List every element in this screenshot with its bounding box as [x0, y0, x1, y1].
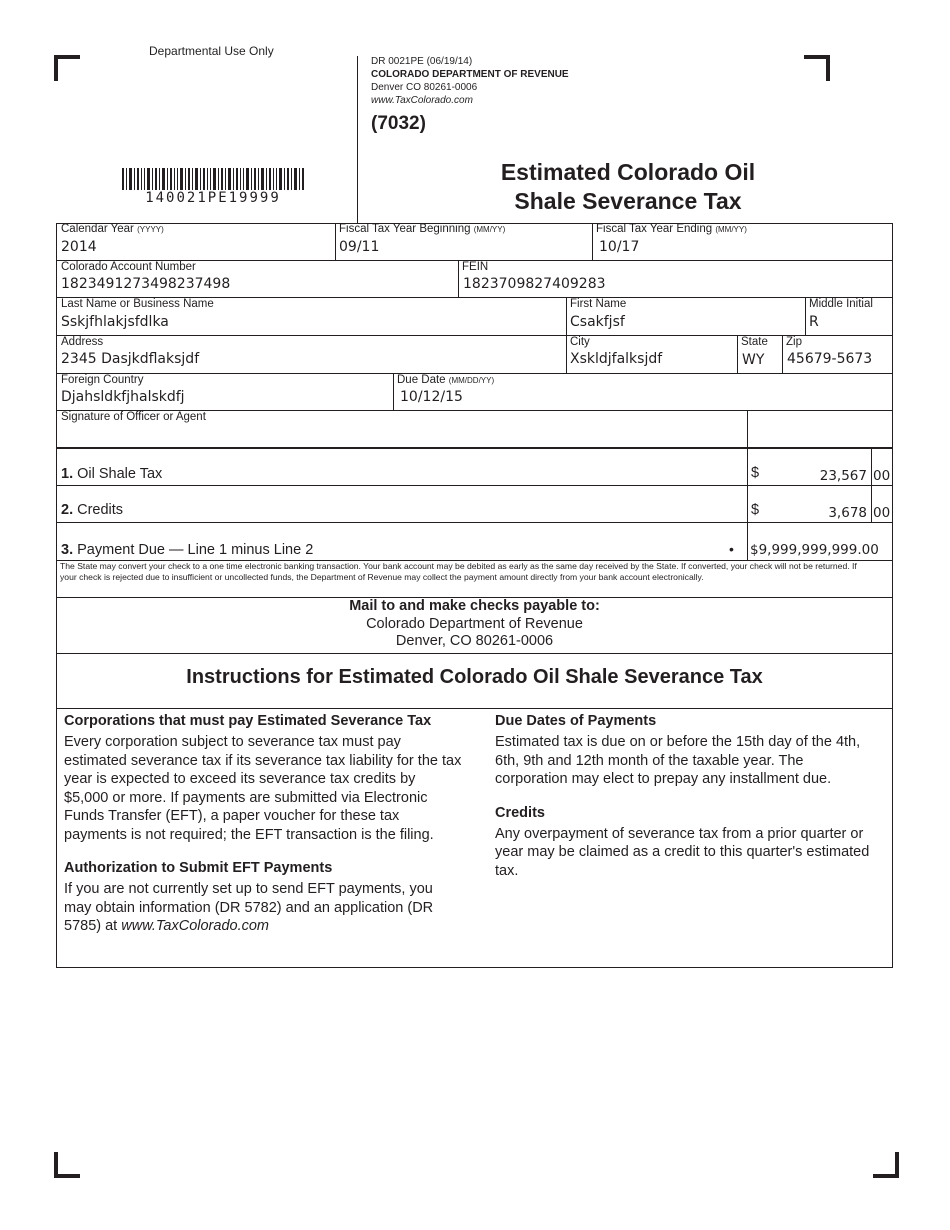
form-title [468, 158, 788, 216]
corporations-text: Every corporation subject to severance tax must pay estimated severance tax if its severance tax liability for the tax year is expected to exceed its severance tax credits by $5,000 or more. If payments are submitted via Electronic Funds Transfer (EFT), a paper voucher for these tax payments is not required; the EFT transaction is the filing. [64, 734, 462, 843]
country-field[interactable]: Djahsldkfjhalskdfj [61, 389, 185, 405]
rule [566, 335, 567, 373]
corner-mark-bottom-right [873, 1152, 899, 1178]
rule [805, 297, 806, 335]
website-link[interactable]: www.TaxColorado.com [121, 918, 269, 934]
account-label: Colorado Account Number [61, 261, 196, 273]
fein-field[interactable]: 1823709827409283 [463, 276, 606, 292]
fein-label: FEIN [462, 261, 489, 273]
mail-section [56, 598, 893, 651]
line2-cents-field[interactable]: 00 [873, 505, 891, 521]
last-name-field[interactable]: Sskjfhlakjsfdlka [61, 314, 169, 330]
fiscal-end-field[interactable]: 10/17 [599, 239, 640, 255]
line3-label: 3. Payment Due — Line 1 minus Line 2 [61, 542, 314, 558]
signature-label: Signature of Officer or Agent [61, 411, 206, 423]
corner-mark-bottom-left [54, 1152, 80, 1178]
agency-address: Denver CO 80261-0006 [371, 82, 478, 93]
line1-dollar-sign: $ [751, 465, 760, 481]
form-code: (7032) [371, 113, 426, 134]
departmental-use-label: Departmental Use Only [149, 44, 274, 58]
state-field[interactable]: WY [742, 352, 765, 368]
electronic-conversion-notice: The State may convert your check to a one time electronic banking transaction. Your bank account may be debited as early as the same day received by the State. If converted, your check will not be returned. If your check is rejected due to insufficient or uncollected funds, the Department of Revenue may collect the payment amount directly from your bank account electronically. [60, 561, 857, 582]
barcode-text: 140021PE19999 [145, 190, 281, 206]
rule [56, 485, 893, 486]
form-title-line2: Shale Severance Tax [514, 188, 742, 214]
line1-amount-field[interactable]: 23,567 [819, 468, 867, 484]
rule [56, 653, 893, 654]
line1-cents-field[interactable]: 00 [873, 468, 891, 484]
fiscal-end-label: Fiscal Tax Year Ending (MM/YY) [596, 223, 747, 235]
zip-field[interactable]: 45679-5673 [787, 351, 873, 367]
corner-mark-top-right [804, 55, 830, 81]
due-date-label: Due Date (MM/DD/YY) [397, 374, 495, 386]
barcode-icon [122, 168, 304, 190]
corporations-heading: Corporations that must pay Estimated Severance Tax [64, 713, 432, 729]
rule [566, 297, 567, 335]
line2-dollar-sign: $ [751, 502, 760, 518]
rule [592, 223, 593, 260]
instructions-right-column [495, 713, 880, 880]
account-field[interactable]: 1823491273498237498 [61, 276, 231, 292]
line3-bullet: • [729, 541, 734, 557]
rule [393, 373, 394, 410]
line1-label: 1. Oil Shale Tax [61, 466, 163, 482]
zip-label: Zip [786, 336, 802, 348]
middle-initial-field[interactable]: R [809, 314, 819, 330]
mail-line2: Denver, CO 80261-0006 [395, 633, 554, 649]
form-title-line1: Estimated Colorado Oil [500, 159, 756, 185]
rule [458, 260, 459, 297]
due-dates-heading: Due Dates of Payments [495, 713, 657, 729]
fiscal-begin-label: Fiscal Tax Year Beginning (MM/YY) [339, 223, 506, 235]
rule [56, 522, 893, 523]
line2-label: 2. Credits [61, 502, 124, 518]
credits-heading: Credits [495, 804, 545, 821]
instructions-title: Instructions for Estimated Colorado Oil Shale Severance Tax [186, 666, 763, 688]
due-date-field[interactable]: 10/12/15 [400, 389, 463, 405]
first-name-field[interactable]: Csakfjsf [570, 314, 625, 330]
city-label: City [570, 336, 590, 348]
rule [782, 335, 783, 373]
rule [56, 708, 893, 709]
middle-initial-label: Middle Initial [809, 298, 873, 310]
form-id: DR 0021PE (06/19/14) [371, 56, 473, 67]
signature-field[interactable] [57, 426, 747, 446]
calendar-year-label: Calendar Year (YYYY) [61, 223, 164, 235]
corner-mark-top-left [54, 55, 80, 81]
eft-text: If you are not currently set up to send EFT payments, you may obtain information (DR 5782) and an application (DR 5785) at www.TaxColorado.com [64, 881, 434, 934]
header-divider [357, 56, 358, 223]
city-field[interactable]: Xskldjfalksjdf [570, 351, 663, 367]
rule [56, 447, 893, 449]
eft-heading: Authorization to Submit EFT Payments [64, 860, 333, 876]
line3-amount-field[interactable]: $9,999,999,999.00 [750, 542, 879, 558]
instructions-left-column [64, 713, 462, 936]
agency-name: COLORADO DEPARTMENT OF REVENUE [371, 69, 569, 80]
mail-line1: Colorado Department of Revenue [366, 615, 583, 632]
fiscal-begin-field[interactable]: 09/11 [339, 239, 380, 255]
last-name-label: Last Name or Business Name [61, 298, 214, 310]
state-label: State [741, 336, 768, 348]
line2-amount-field[interactable]: 3,678 [828, 505, 867, 521]
address-field[interactable]: 2345 Dasjkdflaksjdf [61, 351, 200, 367]
rule [335, 223, 336, 260]
credits-text: Any overpayment of severance tax from a prior quarter or year may be claimed as a credit to this quarter's estimated tax. [495, 825, 870, 879]
agency-website: www.TaxColorado.com [371, 95, 473, 106]
line3-cents: .00 [857, 542, 879, 558]
due-dates-text: Estimated tax is due on or before the 15th day of the 4th, 6th, 9th and 12th month of the taxable year. The corporation may elect to prepay any installment due. [495, 734, 861, 787]
address-label: Address [61, 336, 104, 348]
mail-heading: Mail to and make checks payable to: [349, 598, 600, 614]
rule [737, 335, 738, 373]
first-name-label: First Name [570, 298, 627, 310]
country-label: Foreign Country [61, 374, 144, 386]
calendar-year-field[interactable]: 2014 [61, 239, 97, 255]
